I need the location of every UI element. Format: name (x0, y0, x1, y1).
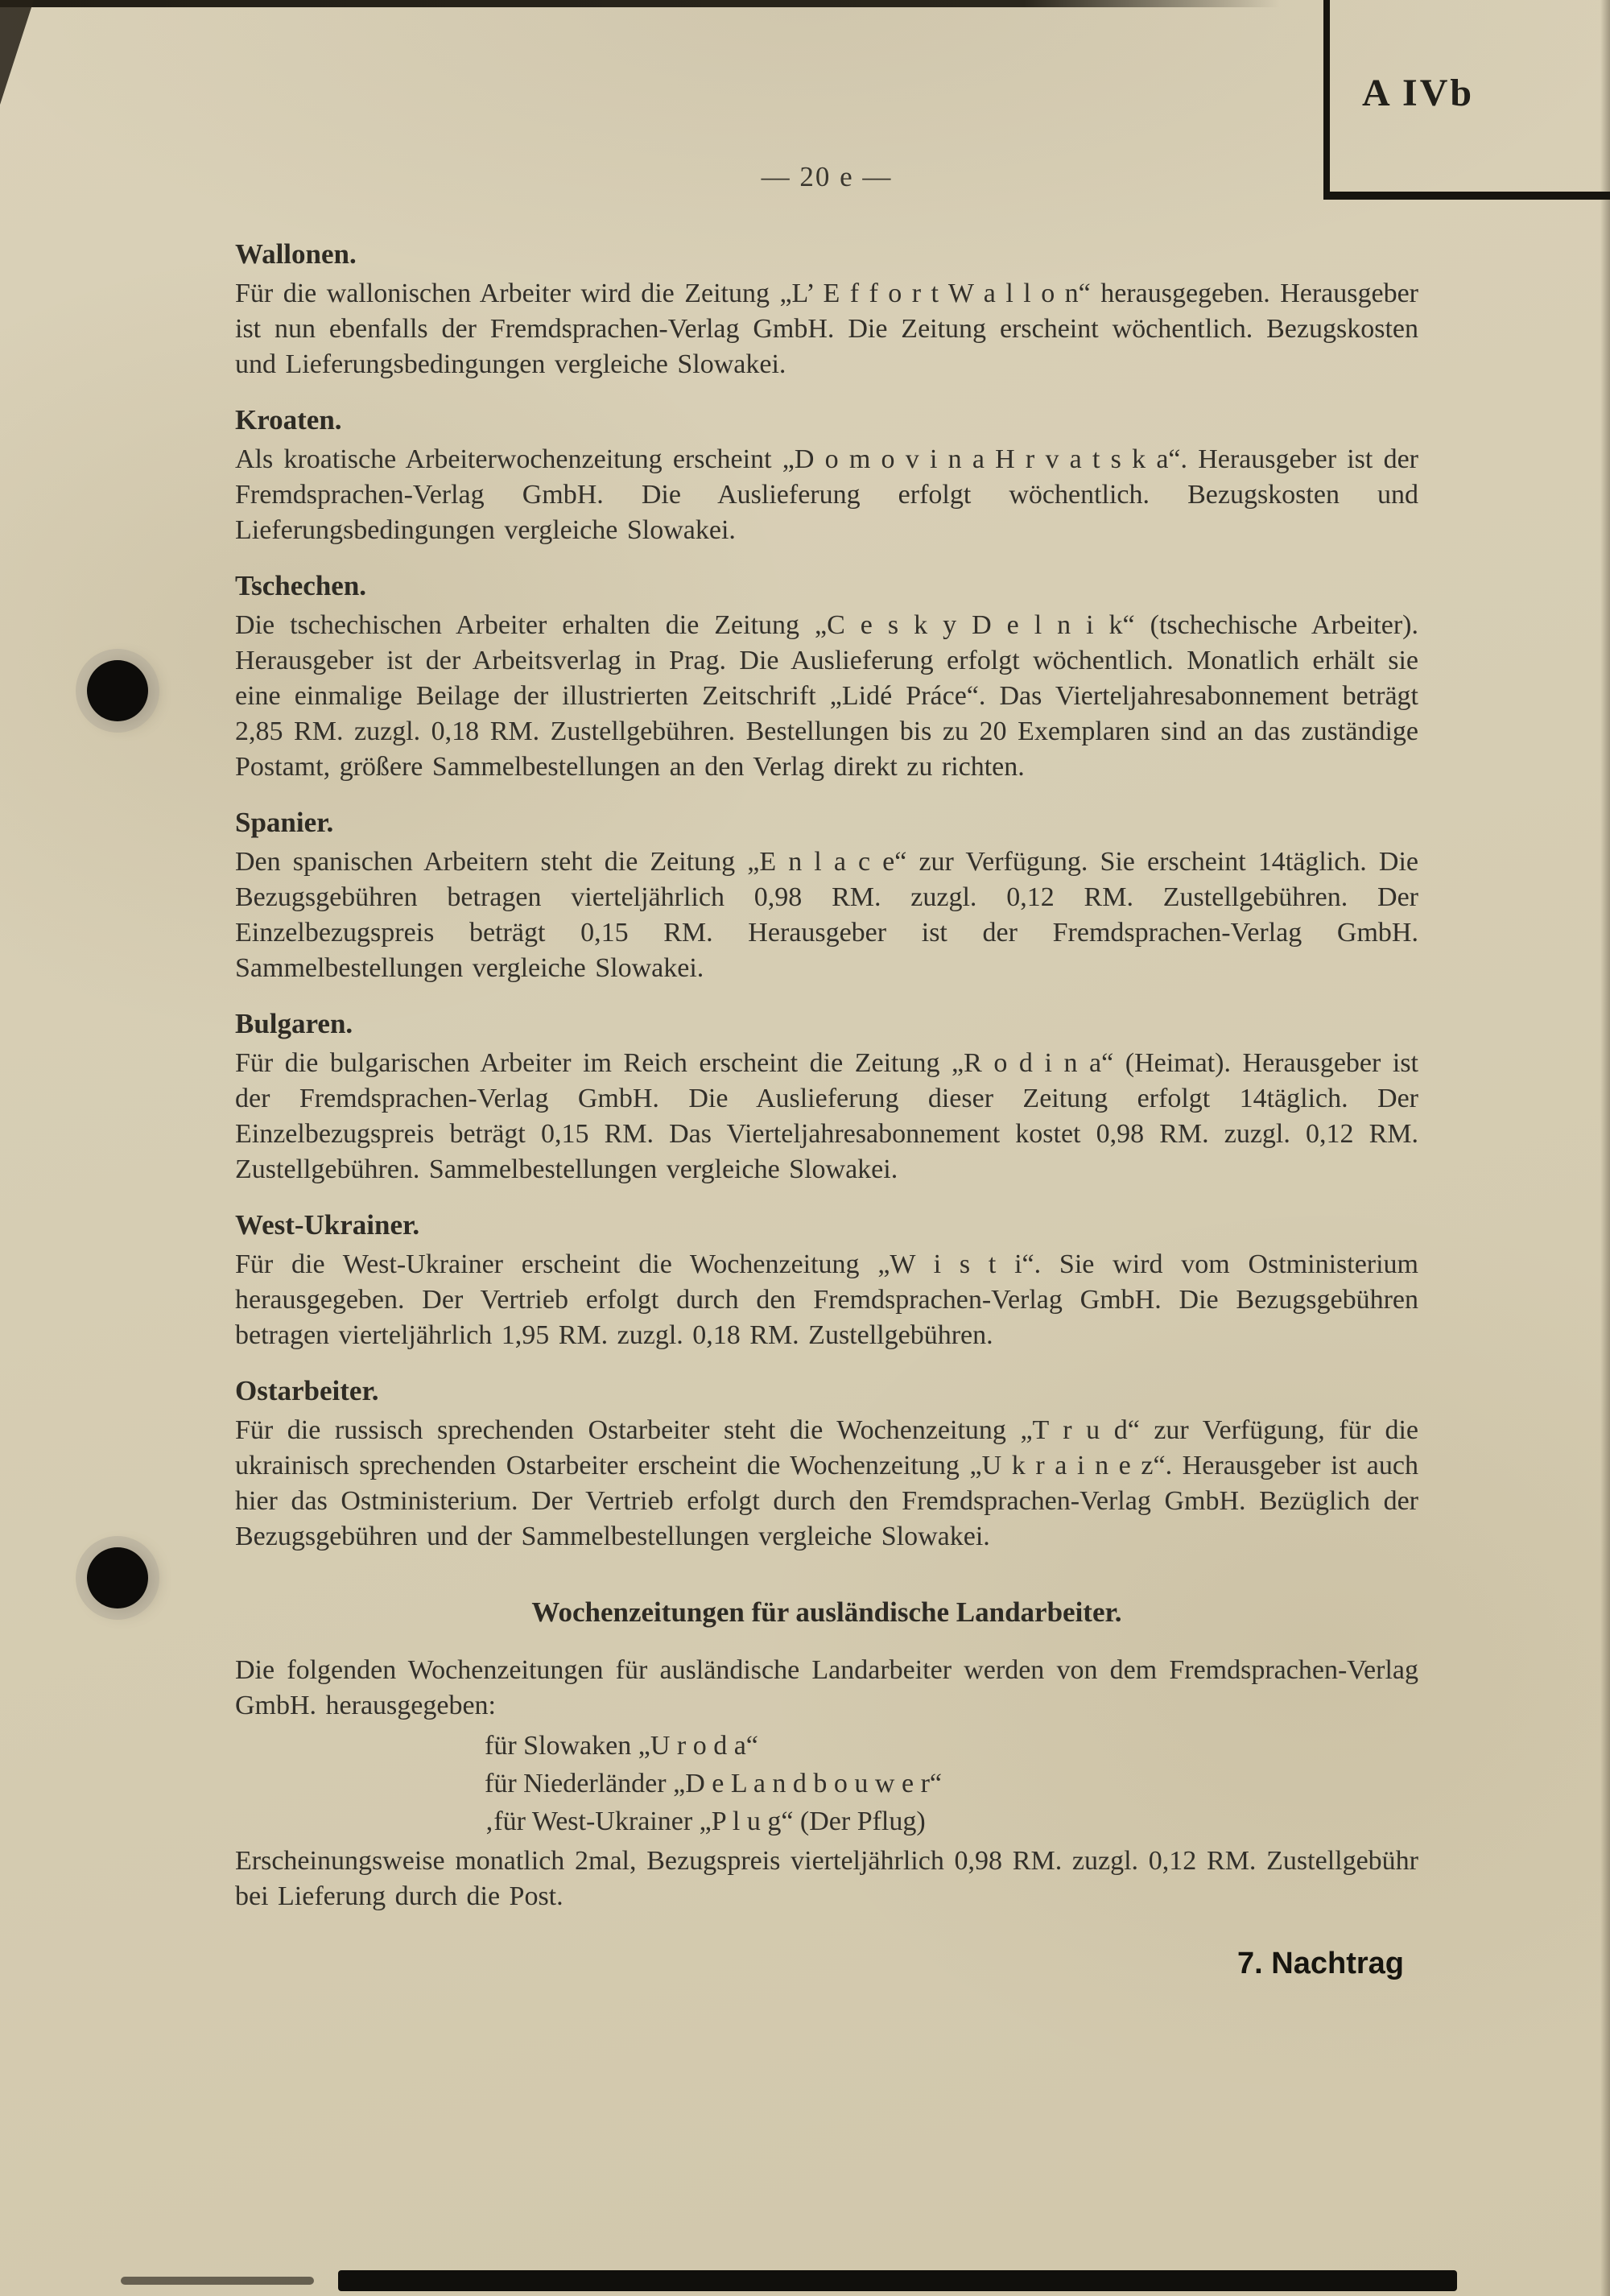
scan-edge-top (0, 0, 1280, 7)
landarbeiter-intro: Die folgenden Wochenzeitungen für ausländische Landarbeiter werden von dem Fremdsprachen-Verlag GmbH. herausgegeben: (235, 1655, 1418, 1720)
landarbeiter-list (485, 1727, 1418, 1840)
section-body-spanier: Den spanischen Arbeitern steht die Zeitung „E n l a c e“ zur Verfügung. Sie erscheint 14täglich. Die Bezugsgebühren betragen vierteljährlich 0,98 RM. zuzgl. 0,12 RM. Zustellgebühren. Der Einzelbezugspreis beträgt 0,15 RM. Herausgeber ist der Fremdsprachen-Verlag GmbH. Sammelbestellungen vergleiche Slowakei. (235, 847, 1418, 983)
section-heading-spanier: Spanier. (235, 807, 334, 838)
section-heading-wallonen: Wallonen. (235, 238, 357, 270)
section-body-west-ukrainer: Für die West-Ukrainer erscheint die Wochenzeitung „W i s t i“. Sie wird vom Ostministerium herausgegeben. Der Vertrieb erfolgt durch den Fremdsprachen-Verlag GmbH. Die Bezugsgebühren betragen vierteljährlich 1,95 RM. zuzgl. 0,18 RM. Zustellgebühren. (235, 1249, 1418, 1350)
section-heading-kroaten: Kroaten. (235, 404, 342, 436)
section-heading-bulgaren: Bulgaren. (235, 1008, 353, 1039)
page-number: — 20 e — (761, 161, 893, 192)
landarbeiter-heading: Wochenzeitungen für ausländische Landarbeiter. (531, 1596, 1122, 1628)
hole-punch-bottom (87, 1547, 148, 1608)
landarbeiter-list-item: ‚für West-Ukrainer „P l u g“ (Der Pflug) (485, 1807, 926, 1836)
scan-edge-right (1600, 0, 1610, 2296)
nachtrag-label: 7. Nachtrag (1237, 1947, 1404, 1980)
scan-edge-bottom-bar (338, 2270, 1457, 2291)
section-body-ostarbeiter: Für die russisch sprechenden Ostarbeiter steht die Wochenzeitung „T r u d“ zur Verfügung, für die ukrainisch sprechenden Ostarbeiter erscheint die Wochenzeitung „U k r a i n e z“. Herausgeber ist auch hier das Ostministerium. Der Vertrieb erfolgt durch den Fremdsprachen-Verlag GmbH. Bezüglich der Bezugsgebühren und der Sammelbestellungen vergleiche Slowakei. (235, 1415, 1418, 1551)
section-heading-ostarbeiter: Ostarbeiter. (235, 1375, 379, 1406)
document-body (235, 238, 1418, 1981)
hole-punch-top (87, 660, 148, 721)
section-body-bulgaren: Für die bulgarischen Arbeiter im Reich erscheint die Zeitung „R o d i n a“ (Heimat). Herausgeber ist der Fremdsprachen-Verlag GmbH. Die Auslieferung dieser Zeitung erfolgt 14täglich. Der Einzelbezugspreis beträgt 0,15 RM. Das Vierteljahresabonnement kostet 0,98 RM. zuzgl. 0,12 RM. Zustellgebühren. Sammelbestellungen vergleiche Slowakei. (235, 1048, 1418, 1184)
section-body-tschechen: Die tschechischen Arbeiter erhalten die Zeitung „C e s k y D e l n i k“ (tschechische Arbeiter). Herausgeber ist der Arbeitsverlag in Prag. Die Auslieferung erfolgt wöchentlich. Monatlich erhält sie eine einmalige Beilage der illustrierten Zeitschrift „Lidé Práce“. Das Vierteljahresabonnement beträgt 2,85 RM. zuzgl. 0,18 RM. Zustellgebühren. Bestellungen bis zu 20 Exemplaren sind an das zuständige Postamt, größere Sammelbestellungen an den Verlag direkt zu richten. (235, 610, 1418, 782)
section-body-wallonen: Für die wallonischen Arbeiter wird die Zeitung „L’ E f f o r t W a l l o n“ herausgegeben. Herausgeber ist nun ebenfalls der Fremdsprachen-Verlag GmbH. Die Zeitung erscheint wöchentlich. Bezugskosten und Lieferungsbedingungen vergleiche Slowakei. (235, 279, 1418, 379)
landarbeiter-list-item: für Niederländer „D e L a n d b o u w e r“ (485, 1769, 942, 1798)
landarbeiter-list-item: für Slowaken „U r o d a“ (485, 1731, 758, 1761)
section-body-kroaten: Als kroatische Arbeiterwochenzeitung erscheint „D o m o v i n a H r v a t s k a“. Herausgeber ist der Fremdsprachen-Verlag GmbH. Die Auslieferung erfolgt wöchentlich. Bezugskosten und Lieferungsbedingungen vergleiche Slowakei. (235, 444, 1418, 545)
scan-edge-bottom-smear (121, 2277, 314, 2285)
landarbeiter-outro: Erscheinungsweise monatlich 2mal, Bezugspreis vierteljährlich 0,98 RM. zuzgl. 0,12 RM. Zustellgebühr bei Lieferung durch die Post. (235, 1846, 1418, 1911)
section-heading-west-ukrainer: West-Ukrainer. (235, 1209, 420, 1241)
scan-edge-top-left (0, 0, 34, 105)
classification-label: A IVb (1362, 72, 1475, 114)
section-heading-tschechen: Tschechen. (235, 570, 367, 601)
